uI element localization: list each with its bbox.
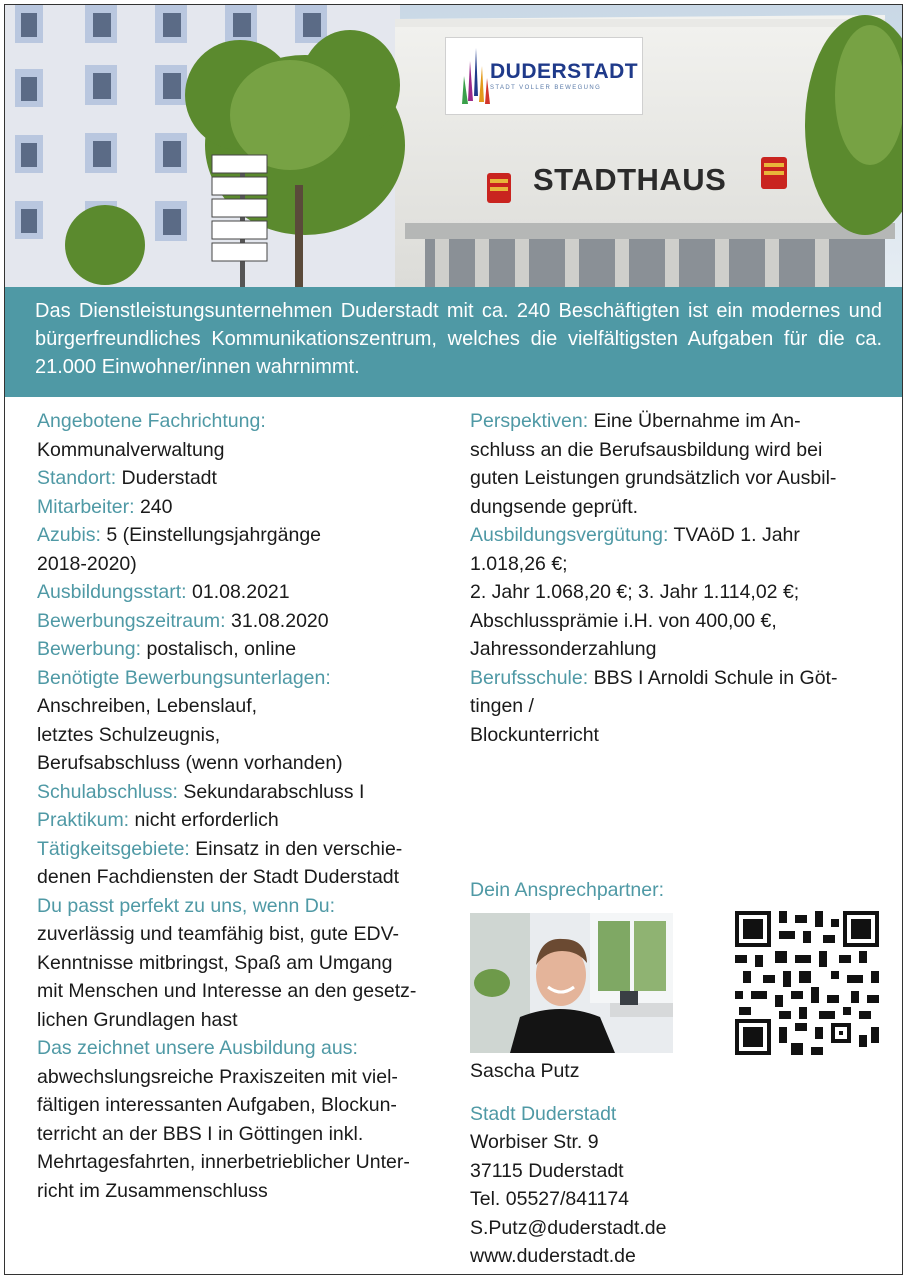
- logo-tagline: STADT VOLLER BEWEGUNG: [490, 85, 602, 91]
- berufsschule-line-2: tingen /: [470, 695, 534, 717]
- portrait-photo: [470, 913, 673, 1053]
- unterlagen-label: Benötigte Bewerbungsunterlagen:: [37, 666, 331, 689]
- contact-org: Stadt Duderstadt: [470, 1102, 617, 1125]
- perspektiven-line-4: dungsende geprüft.: [470, 495, 639, 518]
- auszeichnung-line-5: richt im Zusammenschluss: [37, 1179, 268, 1202]
- unterlagen-line-2: letztes Schulzeugnis,: [37, 723, 221, 746]
- ausbildungsstart-value: 01.08.2021: [186, 581, 290, 603]
- mitarbeiter-value: 240: [134, 495, 173, 518]
- standort-value: Duderstadt: [116, 467, 217, 489]
- verguetung-line-3: 2. Jahr 1.068,20 €; 3. Jahr 1.114,02 €;: [470, 581, 800, 603]
- fachrichtung-label: Angebotene Fachrichtung:: [37, 410, 266, 432]
- header-photo: [5, 5, 903, 287]
- schulabschluss-label: Schulabschluss:: [37, 780, 178, 803]
- duderstadt-logo: [445, 37, 643, 115]
- taetigkeit-value-cont: denen Fachdiensten der Stadt Duderstadt: [37, 866, 400, 888]
- mitarbeiter-label: Mitarbeiter:: [37, 495, 135, 518]
- contact-email[interactable]: S.Putz@duderstadt.de: [470, 1216, 667, 1239]
- perspektiven-value: Eine Übernahme im An-: [588, 410, 801, 432]
- bewerbungszeitraum-value: 31.08.2020: [225, 609, 329, 632]
- auszeichnung-line-3: terricht an der BBS I in Göttingen inkl.: [37, 1122, 364, 1145]
- ad-frame: [4, 4, 903, 1275]
- contact-street: Worbiser Str. 9: [470, 1131, 599, 1153]
- contact-details: [470, 1057, 770, 1271]
- perspektiven-label: Perspektiven:: [470, 410, 589, 432]
- contact-portrait: [470, 913, 673, 1053]
- right-column: [470, 407, 870, 749]
- schulabschluss-value: Sekundarabschluss I: [177, 780, 365, 803]
- bewerbung-label: Bewerbung:: [37, 638, 142, 660]
- verguetung-label: Ausbildungsvergütung:: [470, 524, 669, 546]
- bewerbung-value: postalisch, online: [141, 638, 297, 660]
- verguetung-line-5: Jahressonderzahlung: [470, 638, 657, 660]
- azubis-label: Azubis:: [37, 524, 101, 546]
- taetigkeit-value: Einsatz in den verschie-: [189, 837, 403, 860]
- praktikum-label: Praktikum:: [37, 809, 130, 831]
- fachrichtung-value: Kommunalverwaltung: [37, 438, 225, 461]
- bewerbungszeitraum-label: Bewerbungszeitraum:: [37, 609, 226, 632]
- ausbildungsstart-label: Ausbildungsstart:: [37, 581, 187, 603]
- verguetung-line-2: 1.018,26 €;: [470, 552, 568, 575]
- unterlagen-line-1: Anschreiben, Lebenslauf,: [37, 695, 258, 717]
- building-sign: STADTHAUS: [533, 162, 727, 197]
- auszeichnung-label: Das zeichnet unsere Ausbildung aus:: [37, 1037, 358, 1059]
- azubis-value: 5 (Einstellungsjahrgänge: [100, 524, 322, 546]
- contact-name: Sascha Putz: [470, 1060, 580, 1082]
- berufsschule-line-3: Blockunterricht: [470, 723, 599, 746]
- taetigkeit-label: Tätigkeitsgebiete:: [37, 837, 190, 860]
- left-column: [37, 407, 437, 1205]
- passt-line-4: lichen Grundlagen hast: [37, 1008, 238, 1031]
- passt-line-2: Kenntnisse mitbringst, Spaß am Umgang: [37, 951, 393, 974]
- intro-band: Das Dienstleistungsunternehmen Duderstadt mit ca. 240 Beschäftigten ist ein modernes und bürgerfreundliches Kommunikationszentrum, welches die vielfältigsten Aufgaben für die ca. 21.000 Einwohner/innen wahrnimmt.: [5, 287, 903, 397]
- auszeichnung-line-1: abwechslungsreiche Praxiszeiten mit viel-: [37, 1065, 398, 1088]
- verguetung-value: TVAöD 1. Jahr: [668, 524, 800, 546]
- logo-name: DUDERSTADT: [490, 60, 639, 83]
- perspektiven-line-2: schluss an die Berufsausbildung wird bei: [470, 438, 823, 461]
- berufsschule-label: Berufsschule:: [470, 666, 589, 689]
- passt-line-1: zuverlässig und teamfähig bist, gute EDV-: [37, 923, 400, 945]
- passt-label: Du passt perfekt zu uns, wenn Du:: [37, 894, 336, 917]
- contact-phone[interactable]: Tel. 05527/841174: [470, 1188, 630, 1210]
- unterlagen-line-3: Berufsabschluss (wenn vorhanden): [37, 752, 343, 774]
- contact-heading: Dein Ansprechpartner:: [470, 879, 665, 901]
- azubis-value-cont: 2018-2020): [37, 552, 137, 575]
- qr-code-icon: [735, 911, 879, 1055]
- praktikum-value: nicht erforderlich: [129, 809, 279, 831]
- verguetung-line-4: Abschlussprämie i.H. von 400,00 €,: [470, 609, 777, 632]
- qr-code[interactable]: [735, 911, 879, 1055]
- contact-website[interactable]: www.duderstadt.de: [470, 1245, 636, 1267]
- passt-line-3: mit Menschen und Interesse an den gesetz-: [37, 980, 417, 1002]
- auszeichnung-line-4: Mehrtagesfahrten, innerbetrieblicher Unter-: [37, 1151, 410, 1173]
- standort-label: Standort:: [37, 467, 117, 489]
- perspektiven-line-3: guten Leistungen grundsätzlich vor Ausbil-: [470, 467, 837, 489]
- auszeichnung-line-2: fältigen interessanten Aufgaben, Blockun-: [37, 1094, 397, 1116]
- contact-city: 37115 Duderstadt: [470, 1159, 624, 1182]
- berufsschule-value: BBS I Arnoldi Schule in Göt-: [588, 666, 838, 689]
